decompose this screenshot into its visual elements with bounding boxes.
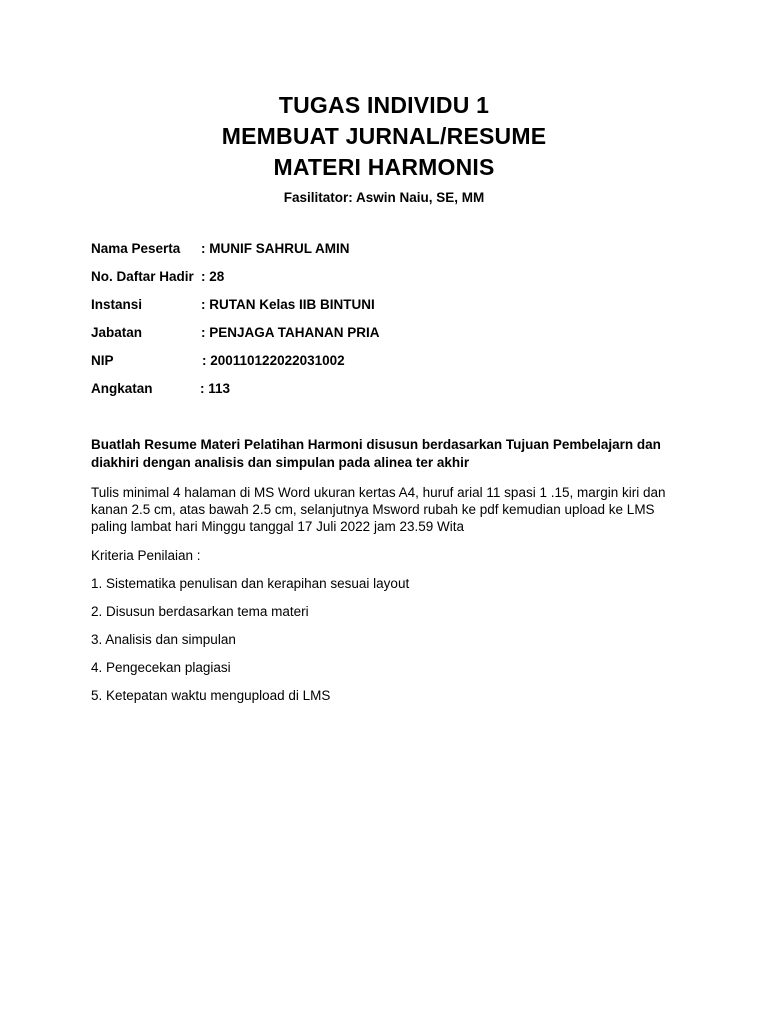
title-line-3: MATERI HARMONIS	[273, 154, 495, 180]
criteria-title: Kriteria Penilaian :	[91, 548, 201, 563]
info-label: Jabatan	[91, 325, 143, 340]
title-block	[0, 90, 768, 207]
info-value: : PENJAGA TAHANAN PRIA	[201, 325, 380, 340]
info-label: No. Daftar Hadir	[91, 269, 194, 284]
criteria-list	[91, 575, 691, 715]
info-value: : 113	[200, 381, 231, 396]
title-line-2: MEMBUAT JURNAL/RESUME	[221, 123, 547, 149]
criteria-item: 4. Pengecekan plagiasi	[91, 660, 231, 675]
requirements-paragraph: Tulis minimal 4 halaman di MS Word ukuran kertas A4, huruf arial 11 spasi 1 .15, margin kiri dan kanan 2.5 cm, atas bawah 2.5 cm, selanjutnya Msword rubah ke pdf kemudian upload ke LMS paling lambat hari Minggu tanggal 17 Juli 2022 jam 23.59 Wita	[91, 485, 666, 534]
info-value: : 28	[201, 269, 225, 284]
info-label: NIP	[91, 353, 114, 368]
info-label: Instansi	[91, 297, 143, 312]
info-value: : 200110122022031002	[202, 353, 345, 368]
criteria-item: 3. Analisis dan simpulan	[91, 632, 236, 647]
criteria-item: 1. Sistematika penulisan dan kerapihan sesuai layout	[91, 576, 410, 591]
title-line-1: TUGAS INDIVIDU 1	[278, 92, 490, 118]
info-value: : MUNIF SAHRUL AMIN	[201, 241, 350, 256]
instruction-paragraph: Buatlah Resume Materi Pelatihan Harmoni disusun berdasarkan Tujuan Pembelajarn dan diakhiri dengan analisis dan simpulan pada alinea ter akhir	[91, 437, 661, 470]
info-label: Nama Peserta	[91, 241, 181, 256]
info-value: : RUTAN Kelas IIB BINTUNI	[201, 297, 375, 312]
info-label: Angkatan	[91, 381, 153, 396]
facilitator-line: Fasilitator: Aswin Naiu, SE, MM	[283, 190, 485, 205]
criteria-item: 5. Ketepatan waktu mengupload di LMS	[91, 688, 331, 703]
criteria-item: 2. Disusun berdasarkan tema materi	[91, 604, 309, 619]
